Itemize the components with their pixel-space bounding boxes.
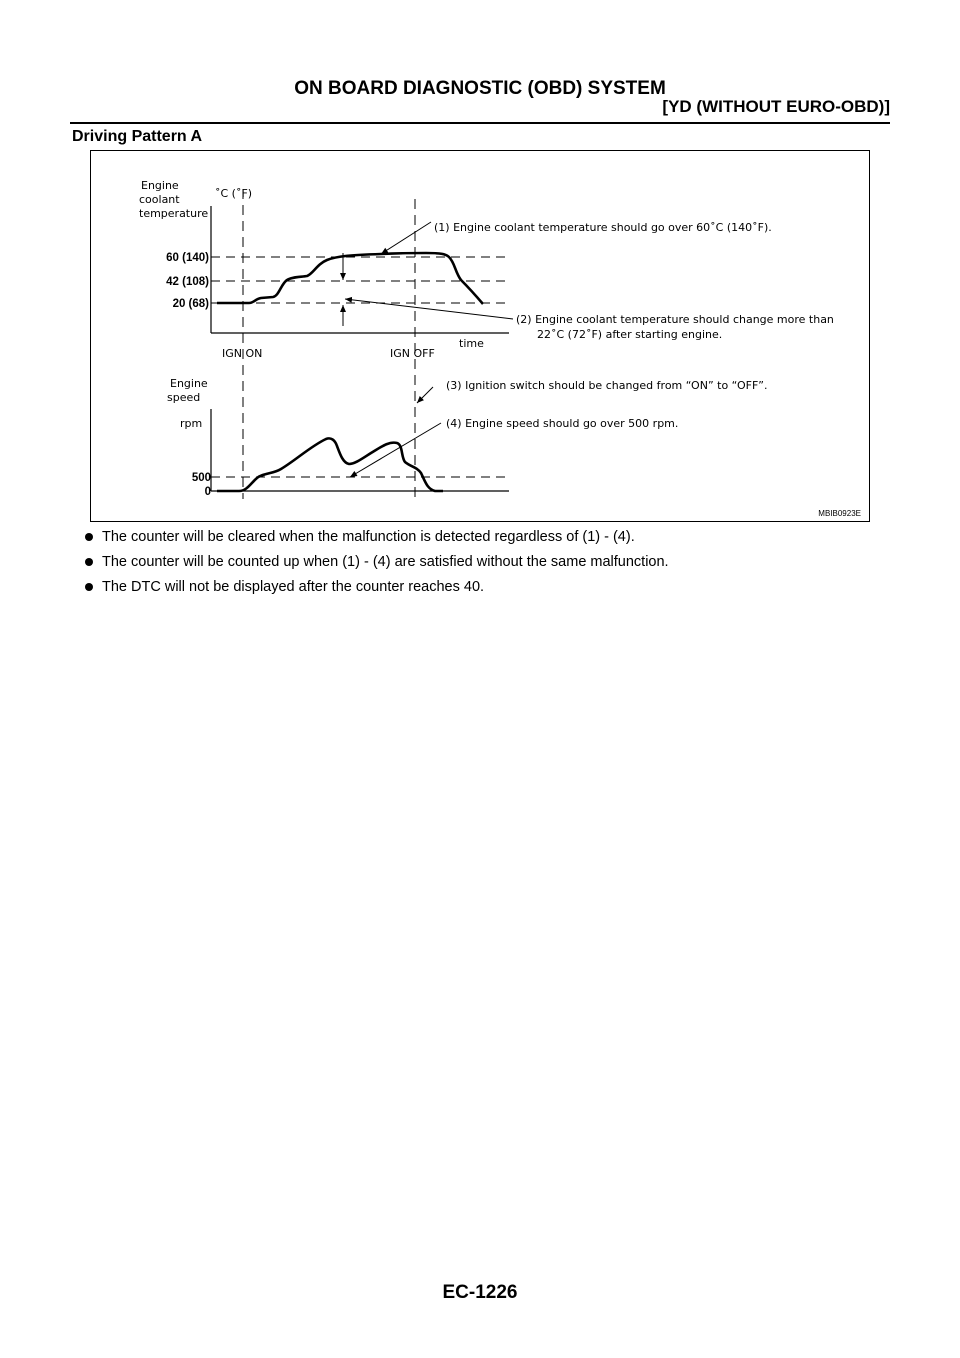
coolant-tick-60: 60 (140) xyxy=(166,252,209,264)
engine-speed-curve xyxy=(217,438,443,491)
bullet-text: The DTC will not be displayed after the counter reaches 40. xyxy=(102,579,485,595)
speed-ylabel-line2: speed xyxy=(167,391,201,404)
bullet-text: The counter will be counted up when (1) - (4) are satisfied without the same malfunction. xyxy=(102,554,669,570)
bullet-icon xyxy=(85,583,93,591)
coolant-ylabel-line1: Engine xyxy=(141,179,179,192)
notes-list xyxy=(85,528,885,603)
speed-ylabel-line1: Engine xyxy=(170,377,208,390)
note4-leader xyxy=(350,423,441,477)
note-2-line1: (2) Engine coolant temperature should change more than xyxy=(516,313,834,326)
figure-id: MBIB0923E xyxy=(818,509,861,518)
page-number: EC-1226 xyxy=(442,1282,518,1303)
list-item xyxy=(85,578,885,603)
page-subtitle: [YD (WITHOUT EURO-OBD)] xyxy=(662,97,890,116)
list-item xyxy=(85,528,885,553)
note-2-line2: 22˚C (72˚F) after starting engine. xyxy=(537,328,723,341)
page-title: ON BOARD DIAGNOSTIC (OBD) SYSTEM xyxy=(294,78,666,99)
coolant-unit-label: ˚C (˚F) xyxy=(215,187,253,200)
speed-tick-0: 0 xyxy=(204,486,211,498)
note-1: (1) Engine coolant temperature should go over 60˚C (140˚F). xyxy=(434,221,772,234)
coolant-ylabel-line3: temperature xyxy=(139,207,209,220)
bullet-icon xyxy=(85,558,93,566)
driving-pattern-diagram xyxy=(91,151,871,523)
note-4: (4) Engine speed should go over 500 rpm. xyxy=(446,417,679,430)
bullet-icon xyxy=(85,533,93,541)
note2-leader xyxy=(345,299,513,319)
note1-leader xyxy=(381,222,431,254)
coolant-temperature-curve xyxy=(217,253,483,304)
speed-unit-label: rpm xyxy=(180,417,203,430)
ign-off-label: IGN OFF xyxy=(390,347,435,360)
section-title: Driving Pattern A xyxy=(72,128,203,145)
coolant-tick-42: 42 (108) xyxy=(166,276,209,288)
coolant-tick-20: 20 (68) xyxy=(172,298,209,310)
header-divider xyxy=(70,122,890,124)
ign-on-label: IGN ON xyxy=(222,347,263,360)
note-3: (3) Ignition switch should be changed from “ON” to “OFF”. xyxy=(446,379,768,392)
note3-leader xyxy=(417,387,433,403)
bullet-text: The counter will be cleared when the malfunction is detected regardless of (1) - (4). xyxy=(102,529,635,545)
coolant-ylabel-line2: coolant xyxy=(139,193,180,206)
driving-pattern-figure xyxy=(90,150,870,522)
speed-tick-500: 500 xyxy=(191,472,211,484)
list-item xyxy=(85,553,885,578)
time-label: time xyxy=(459,337,484,350)
